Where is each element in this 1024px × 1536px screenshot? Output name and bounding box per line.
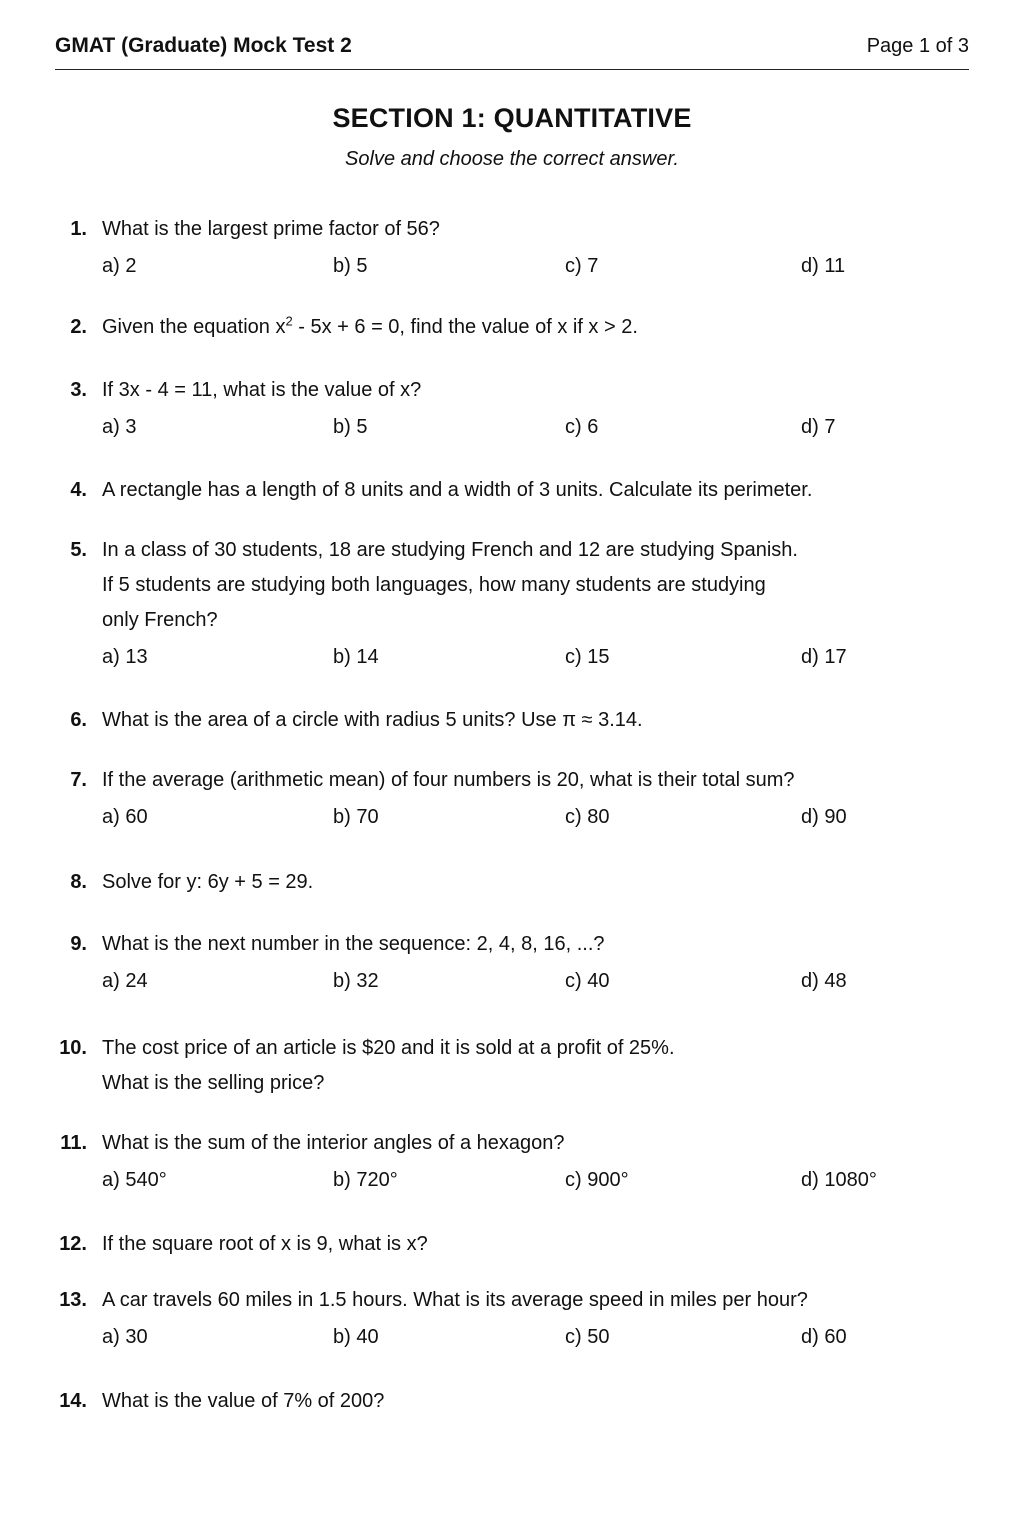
option-d[interactable]: d) 60: [801, 1326, 847, 1348]
page-number: Page 1 of 3: [866, 35, 969, 57]
question-text: If 3x - 4 = 11, what is the value of x?: [102, 379, 422, 401]
question-text-part: Given the equation x: [102, 316, 286, 338]
section-title: SECTION 1: QUANTITATIVE: [332, 103, 692, 133]
question-line: only French?: [102, 609, 218, 631]
answer-options: [102, 1161, 969, 1201]
option-a[interactable]: a) 2: [102, 255, 137, 277]
option-d[interactable]: d) 1080°: [801, 1169, 877, 1191]
question-number: 12.: [59, 1233, 87, 1255]
page-header: [55, 0, 969, 70]
option-c[interactable]: c) 50: [565, 1326, 610, 1348]
question-text: [102, 310, 969, 345]
option-a[interactable]: a) 60: [102, 806, 148, 828]
question-text: What is the area of a circle with radius 5 units? Use π ≈ 3.14.: [102, 709, 643, 731]
question-text: A rectangle has a length of 8 units and a width of 3 units. Calculate its perimeter.: [102, 479, 813, 501]
question-text: [102, 1031, 969, 1101]
option-a[interactable]: a) 3: [102, 416, 137, 438]
option-d[interactable]: d) 48: [801, 970, 847, 992]
option-b[interactable]: b) 5: [333, 416, 368, 438]
question-text: A car travels 60 miles in 1.5 hours. What is its average speed in miles per hour?: [102, 1289, 808, 1311]
question-text-part: - 5x + 6 = 0, find the value of x if x > 2.: [292, 316, 638, 338]
option-d[interactable]: d) 90: [801, 806, 847, 828]
option-a[interactable]: a) 540°: [102, 1169, 167, 1191]
option-a[interactable]: a) 30: [102, 1326, 148, 1348]
question-text: Solve for y: 6y + 5 = 29.: [102, 871, 314, 893]
question-text: [102, 533, 969, 638]
option-b[interactable]: b) 40: [333, 1326, 379, 1348]
question-1: [55, 212, 969, 287]
document-title: GMAT (Graduate) Mock Test 2: [55, 34, 352, 57]
question-line: In a class of 30 students, 18 are studying French and 12 are studying Spanish.: [102, 539, 798, 561]
answer-options: [102, 247, 969, 287]
question-5: [55, 533, 969, 678]
answer-options: [102, 798, 969, 838]
question-11: [55, 1126, 969, 1201]
question-text: If the square root of x is 9, what is x?: [102, 1233, 428, 1255]
question-8: [55, 865, 969, 900]
answer-options: [102, 962, 969, 1002]
question-9: [55, 927, 969, 1002]
question-number: 5.: [70, 539, 87, 561]
question-number: 6.: [70, 709, 87, 731]
option-b[interactable]: b) 32: [333, 970, 379, 992]
question-number: 13.: [59, 1289, 87, 1311]
answer-options: [102, 638, 969, 678]
question-13: [55, 1283, 969, 1358]
question-number: 4.: [70, 479, 87, 501]
question-text: What is the next number in the sequence: 2, 4, 8, 16, ...?: [102, 933, 605, 955]
answer-options: [102, 408, 969, 448]
option-b[interactable]: b) 70: [333, 806, 379, 828]
option-d[interactable]: d) 17: [801, 646, 847, 668]
question-text: What is the value of 7% of 200?: [102, 1390, 385, 1412]
question-number: 14.: [59, 1390, 87, 1412]
option-b[interactable]: b) 14: [333, 646, 379, 668]
question-text: If the average (arithmetic mean) of four numbers is 20, what is their total sum?: [102, 769, 795, 791]
question-line: The cost price of an article is $20 and it is sold at a profit of 25%.: [102, 1037, 675, 1059]
option-a[interactable]: a) 24: [102, 970, 148, 992]
question-3: [55, 373, 969, 448]
question-14: [55, 1384, 969, 1419]
question-number: 11.: [60, 1132, 87, 1154]
section-instructions: Solve and choose the correct answer.: [345, 148, 679, 170]
option-d[interactable]: d) 11: [801, 255, 846, 277]
question-7: [55, 763, 969, 838]
option-c[interactable]: c) 900°: [565, 1169, 629, 1191]
answer-options: [102, 1318, 969, 1358]
question-2: [55, 310, 969, 345]
question-text: What is the largest prime factor of 56?: [102, 218, 440, 240]
question-12: [55, 1227, 969, 1262]
question-number: 9.: [70, 933, 87, 955]
question-4: [55, 473, 969, 508]
question-number: 8.: [70, 871, 87, 893]
question-10: [55, 1031, 969, 1101]
option-d[interactable]: d) 7: [801, 416, 836, 438]
option-c[interactable]: c) 6: [565, 416, 599, 438]
question-line: What is the selling price?: [102, 1072, 325, 1094]
exponent: 2: [285, 313, 293, 329]
option-c[interactable]: c) 80: [565, 806, 610, 828]
option-c[interactable]: c) 40: [565, 970, 610, 992]
option-a[interactable]: a) 13: [102, 646, 148, 668]
question-number: 3.: [70, 379, 87, 401]
question-line: If 5 students are studying both languages, how many students are studying: [102, 574, 766, 596]
question-number: 10.: [59, 1037, 87, 1059]
question-number: 7.: [70, 769, 87, 791]
option-b[interactable]: b) 720°: [333, 1169, 398, 1191]
option-c[interactable]: c) 15: [565, 646, 610, 668]
question-number: 2.: [70, 316, 87, 338]
question-6: [55, 703, 969, 738]
question-number: 1.: [70, 218, 87, 240]
option-c[interactable]: c) 7: [565, 255, 599, 277]
option-b[interactable]: b) 5: [333, 255, 368, 277]
question-text: What is the sum of the interior angles of a hexagon?: [102, 1132, 565, 1154]
